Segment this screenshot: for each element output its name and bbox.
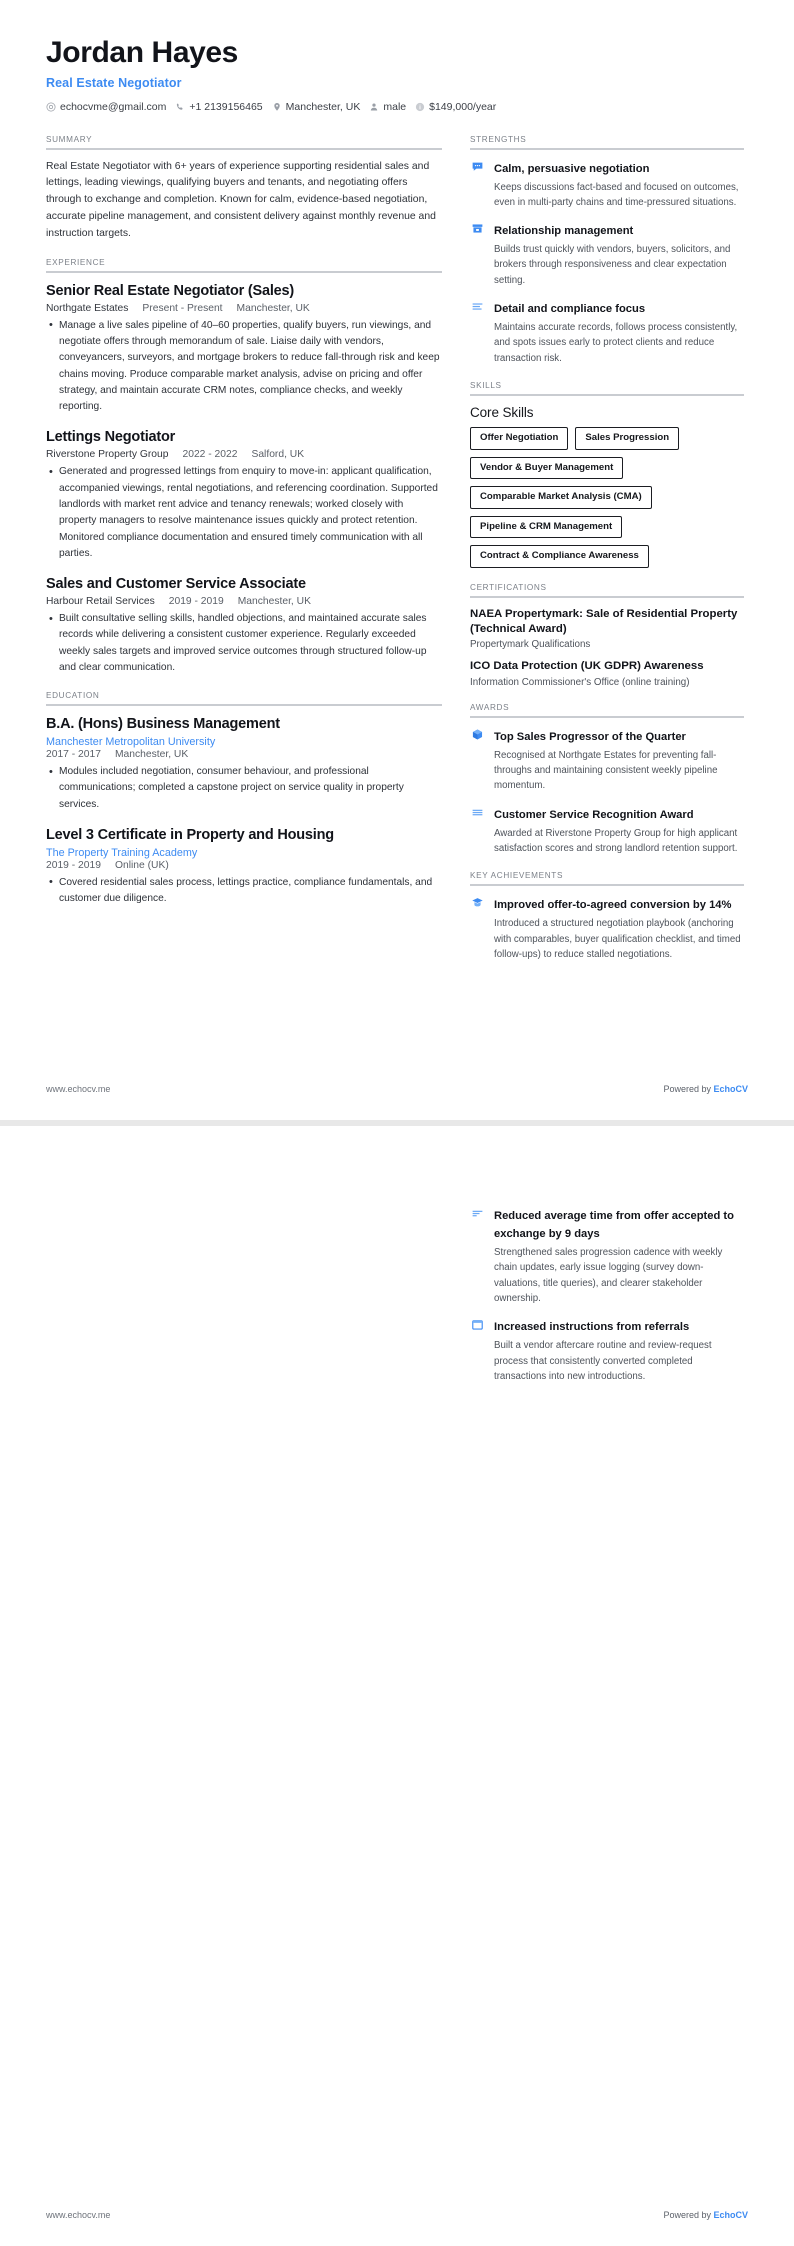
education-dates: 2017 - 2017 [46, 749, 101, 761]
resume-body [46, 135, 748, 978]
skill-chip[interactable]: Vendor & Buyer Management [470, 457, 623, 480]
footer-powered-prefix: Powered by [663, 1084, 714, 1094]
email-icon [46, 102, 56, 112]
resume-header [46, 36, 748, 113]
certification-name: ICO Data Protection (UK GDPR) Awareness [470, 660, 704, 673]
key-achievement-desc: Introduced a structured negotiation playbook (anchoring with comparables, buyer qualification checklist, and timed follow-ups) to reduce stalled negotiations. [494, 918, 741, 960]
experience-entry [46, 575, 442, 676]
key-achievement-item [470, 895, 744, 962]
experience-meta [46, 303, 442, 314]
education-title: B.A. (Hons) Business Management [46, 716, 280, 733]
key-achievement-title: Improved offer-to-agreed conversion by 14% [494, 899, 732, 912]
contact-gender-value: male [383, 100, 407, 113]
section-divider [470, 394, 744, 396]
certification-item [470, 659, 744, 687]
align-lines-icon [470, 1206, 485, 1220]
page-title: Jordan Hayes [46, 36, 238, 69]
education-bullets [46, 875, 442, 908]
footer-website[interactable]: www.echocv.me [46, 1084, 111, 1094]
award-desc: Awarded at Riverstone Property Group for high applicant satisfaction scores and strong landlord retention support. [494, 827, 738, 855]
footer-brand [663, 2210, 748, 2220]
education-entry [46, 715, 442, 813]
summary-text: Real Estate Negotiator with 6+ years of experience supporting residential sales and lettings, leading viewings, qualifying buyers and tenants, and negotiating offers through to exchange and completion. Known for calm, evidence-based negotiation, accurate pipeline management, and consistent delivery against monthly revenue and instruction targets. [46, 160, 436, 239]
education-section-label: EDUCATION [46, 691, 100, 701]
section-divider [46, 704, 442, 706]
strength-title: Relationship management [494, 225, 634, 238]
skills-section-label: SKILLS [470, 381, 502, 391]
experience-meta [46, 449, 442, 460]
key-achievement-title: Increased instructions from referrals [494, 1321, 690, 1334]
award-desc: Recognised at Northgate Estates for preventing fall-throughs and maintaining consistent weekly pipeline momentum. [494, 749, 718, 792]
contact-email-value: echocvme@gmail.com [60, 100, 167, 113]
right-column-page2 [470, 1206, 744, 1399]
bullet-item: • Modules included negotiation, consumer behaviour, and professional communications; completed a capstone project on service quality in property services. [59, 764, 442, 813]
education-location: Manchester, UK [114, 749, 189, 761]
strength-title: Calm, persuasive negotiation [494, 162, 650, 175]
experience-bullets [46, 611, 442, 676]
skill-chip[interactable]: Contract & Compliance Awareness [470, 545, 649, 568]
location-icon [272, 102, 282, 112]
education-institution[interactable]: Manchester Metropolitan University [46, 736, 216, 749]
certification-item [470, 607, 744, 651]
section-summary [46, 135, 442, 243]
right-column [470, 135, 744, 978]
section-skills [470, 381, 744, 568]
award-title: Customer Service Recognition Award [494, 808, 694, 821]
contact-phone-value: +1 2139156465 [189, 100, 263, 113]
strength-desc: Builds trust quickly with vendors, buyers, solicitors, and brokers through responsiveness and clear expectation setting. [494, 244, 731, 286]
key-achievement-item [470, 1317, 744, 1384]
bullet-item: • Manage a live sales pipeline of 40–60 properties, qualify buyers, run viewings, and negotiate offers through memorandum of sale. Liaise daily with vendors, conveyancers, surveyors, and mortgage brokers to reduce fall-through risk and keep chains moving. Produce comparable market analysis, advise on pricing and offer strategy, and maintain accurate CRM notes, compliance checks, and weekly reporting. [59, 318, 442, 416]
section-education [46, 691, 442, 907]
resume-page-1 [0, 0, 794, 1120]
section-divider [470, 148, 744, 150]
experience-title: Lettings Negotiator [46, 429, 176, 446]
graduation-cap-icon [470, 895, 485, 909]
summary-section-label: SUMMARY [46, 134, 93, 144]
experience-entry [46, 282, 442, 416]
section-experience [46, 258, 442, 677]
education-meta [46, 860, 442, 871]
section-divider [470, 596, 744, 598]
skill-chip[interactable]: Pipeline & CRM Management [470, 516, 622, 539]
section-key-achievements-continued [470, 1206, 744, 1384]
experience-bullets [46, 318, 442, 416]
section-divider [46, 271, 442, 273]
page-footer [46, 2210, 748, 2220]
key-achievements-section-label: KEY ACHIEVEMENTS [470, 871, 564, 881]
phone-icon [175, 102, 185, 112]
section-divider [470, 716, 744, 718]
footer-brand-name: EchoCV [713, 1084, 748, 1094]
contact-location [272, 101, 361, 113]
certifications-section-label: CERTIFICATIONS [470, 582, 547, 592]
person-icon [369, 102, 379, 112]
awards-section-label: AWARDS [470, 702, 510, 712]
section-key-achievements [470, 871, 744, 962]
footer-powered-prefix: Powered by [663, 2210, 714, 2220]
contact-row [46, 101, 748, 113]
strengths-section-label: STRENGTHS [470, 134, 527, 144]
education-dates: 2019 - 2019 [46, 859, 101, 871]
bullet-item: • Built consultative selling skills, handled objections, and maintained accurate sales records while delivering a consistent customer experience. Regularly exceeded weekly sales targets and improved service outcomes through structured follow-up and clear communication. [59, 611, 442, 676]
education-meta [46, 749, 442, 760]
experience-dates: 2019 - 2019 [168, 596, 224, 607]
skill-chip[interactable]: Sales Progression [575, 427, 679, 450]
strength-item [470, 221, 744, 288]
experience-section-label: EXPERIENCE [46, 257, 106, 267]
contact-gender [369, 101, 406, 113]
contact-phone[interactable] [175, 101, 262, 113]
resume-body-page2 [46, 1206, 748, 1399]
skills-group-name: Core Skills [470, 405, 534, 421]
footer-brand-name: EchoCV [713, 2210, 748, 2220]
certification-issuer: Information Commissioner's Office (online training) [470, 676, 690, 688]
key-achievement-desc: Strengthened sales progression cadence with weekly chain updates, early issue logging (survey down-valuations, title queries), and clearer stakeholder ownership. [494, 1247, 723, 1304]
skill-chip[interactable]: Offer Negotiation [470, 427, 568, 450]
experience-title: Senior Real Estate Negotiator (Sales) [46, 282, 295, 299]
experience-org: Riverstone Property Group [46, 449, 169, 461]
key-achievement-title: Reduced average time from offer accepted to exchange by 9 days [494, 1210, 734, 1240]
certification-name: NAEA Propertymark: Sale of Residential Property (Technical Award) [470, 607, 738, 636]
experience-org: Northgate Estates [46, 302, 129, 314]
experience-org: Harbour Retail Services [46, 596, 155, 607]
section-divider [470, 884, 744, 886]
contact-salary [415, 101, 496, 113]
chat-bubble-icon [470, 159, 485, 173]
award-item [470, 727, 744, 794]
skill-chip[interactable]: Comparable Market Analysis (CMA) [470, 486, 652, 509]
calendar-icon [470, 1317, 485, 1331]
experience-title: Sales and Customer Service Associate [46, 576, 306, 593]
footer-website[interactable]: www.echocv.me [46, 2210, 111, 2220]
cube-icon [470, 727, 485, 741]
experience-dates: 2022 - 2022 [182, 449, 238, 461]
experience-meta [46, 596, 442, 607]
strength-title: Detail and compliance focus [494, 303, 646, 316]
job-title: Real Estate Negotiator [46, 75, 182, 90]
section-awards [470, 703, 744, 857]
strength-desc: Keeps discussions fact-based and focused on outcomes, even in multi-party chains and time-pressured situations. [494, 181, 739, 208]
education-location: Online (UK) [114, 859, 169, 871]
section-certifications [470, 583, 744, 688]
award-title: Top Sales Progressor of the Quarter [494, 730, 686, 743]
contact-location-value: Manchester, UK [285, 100, 361, 113]
experience-entry [46, 428, 442, 562]
salary-icon [415, 102, 425, 112]
bullet-item: • Covered residential sales process, lettings practice, compliance fundamentals, and customer due diligence. [59, 875, 442, 908]
key-achievement-item [470, 1206, 744, 1306]
contact-salary-value: $149,000/year [429, 100, 497, 113]
experience-bullets [46, 464, 442, 562]
contact-email[interactable] [46, 101, 166, 113]
experience-dates: Present - Present [142, 302, 223, 314]
bullet-item: • Generated and progressed lettings from enquiry to move-in: applicant qualification, accompanied viewings, rental negotiations, and referencing coordination. Supported landlords with market rent advice and tenancy renewals; worked closely with property managers to resolve maintenance issues quickly and protect retention. Monitored compliance documentation and ensured timely communication with all parties. [59, 464, 442, 562]
left-column [46, 135, 442, 923]
skill-chip-list [470, 427, 744, 568]
experience-location: Salford, UK [251, 449, 305, 461]
section-strengths [470, 135, 744, 367]
experience-location: Manchester, UK [236, 302, 310, 314]
footer-brand [663, 1084, 748, 1094]
strength-item [470, 159, 744, 211]
key-achievement-desc: Built a vendor aftercare routine and review-request process that consistently converted completed transactions into new introductions. [494, 1340, 712, 1382]
page-footer [46, 1084, 748, 1094]
education-entry [46, 826, 442, 907]
education-bullets [46, 764, 442, 813]
strength-desc: Maintains accurate records, follows process consistently, and spots issues early to protect clients and reduce transaction risk. [494, 322, 738, 364]
award-item [470, 805, 744, 857]
education-institution[interactable]: The Property Training Academy [46, 846, 198, 859]
certification-issuer: Propertymark Qualifications [470, 639, 591, 651]
archive-box-icon [470, 221, 485, 235]
education-title: Level 3 Certificate in Property and Housing [46, 827, 334, 844]
list-lines-icon [470, 805, 485, 819]
section-divider [46, 148, 442, 150]
list-lines-icon [470, 299, 485, 313]
resume-page-2 [0, 1126, 794, 2246]
experience-location: Manchester, UK [237, 596, 311, 607]
strength-item [470, 299, 744, 366]
